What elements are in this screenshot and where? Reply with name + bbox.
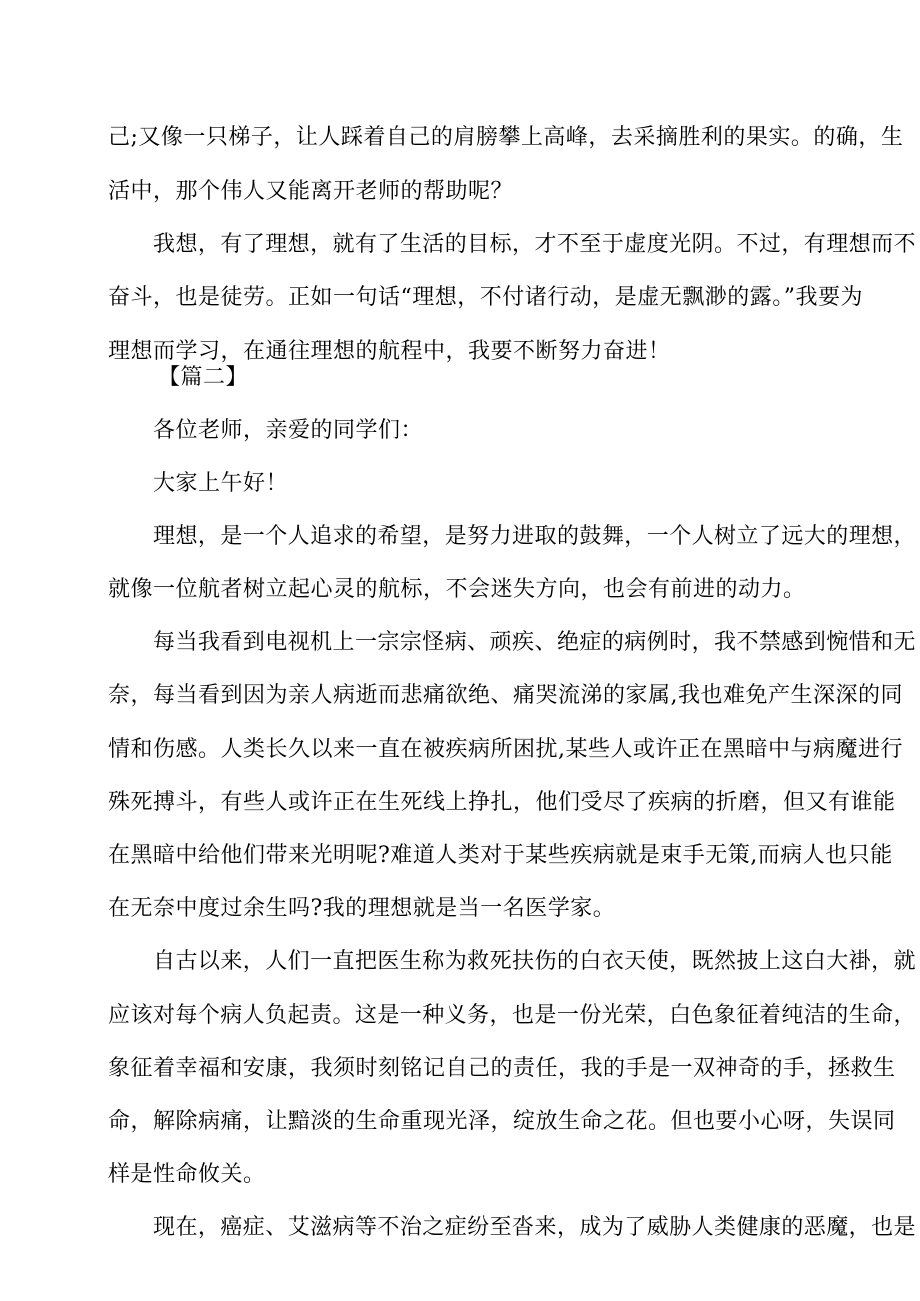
text-line: 殊死搏斗，有些人或许正在生死线上挣扎，他们受尽了疾病的折磨，但又有谁能 — [108, 790, 896, 815]
text-line: 命，解除病痛，让黯淡的生命重现光泽，绽放生命之花。但也要小心呀，失误同 — [108, 1109, 896, 1134]
text-line: 活中，那个伟人又能离开老师的帮助呢？ — [108, 179, 514, 204]
text-line: 在无奈中度过余生吗?我的理想就是当一名医学家。 — [108, 896, 616, 921]
text-line: 样是性命攸关。 — [108, 1162, 266, 1187]
text-line: 我想，有了理想，就有了生活的目标，才不至于虚度光阴。不过，有理想而不 — [153, 232, 917, 257]
text-line: 奈，每当看到因为亲人病逝而悲痛欲绝、痛哭流涕的家属,我也难免产生深深的同 — [108, 683, 903, 708]
text-line: 就像一位航者树立起心灵的航标，不会迷失方向，也会有前进的动力。 — [108, 577, 806, 602]
text-line: 自古以来，人们一直把医生称为救死扶伤的白衣天使，既然披上这白大褂，就 — [153, 949, 917, 974]
text-line: 理想而学习，在通往理想的航程中，我要不断努力奋进！ — [108, 339, 671, 364]
text-line: 现在，癌症、艾滋病等不治之症纷至沓来，成为了威胁人类健康的恶魔，也是 — [153, 1215, 917, 1240]
text-line: 每当我看到电视机上一宗宗怪病、顽疾、绝症的病例时，我不禁感到惋惜和无 — [153, 630, 917, 655]
text-line: 大家上午好！ — [153, 471, 289, 496]
text-line: 情和伤感。人类长久以来一直在被疾病所困扰,某些人或许正在黑暗中与病魔进行 — [108, 737, 903, 762]
text-line: 在黑暗中给他们带来光明呢?难道人类对于某些疾病就是束手无策,而病人也只能 — [108, 843, 893, 868]
text-line: 象征着幸福和安康，我须时刻铭记自己的责任，我的手是一双神奇的手，拯救生 — [108, 1056, 896, 1081]
text-line: 理想，是一个人追求的希望，是努力进取的鼓舞，一个人树立了远大的理想， — [153, 524, 917, 549]
section-heading: 【篇二】 — [158, 365, 249, 390]
text-line: 奋斗，也是徒劳。正如一句话“理想，不付诸行动，是虚无飘渺的露。”我要为 — [108, 285, 863, 310]
text-line: 各位老师，亲爱的同学们： — [153, 418, 424, 443]
text-line: 应该对每个病人负起责。这是一种义务，也是一份光荣，白色象征着纯洁的生命， — [108, 1003, 917, 1028]
text-line: 己;又像一只梯子，让人踩着自己的肩膀攀上高峰，去采摘胜利的果实。的确，生 — [108, 125, 904, 150]
